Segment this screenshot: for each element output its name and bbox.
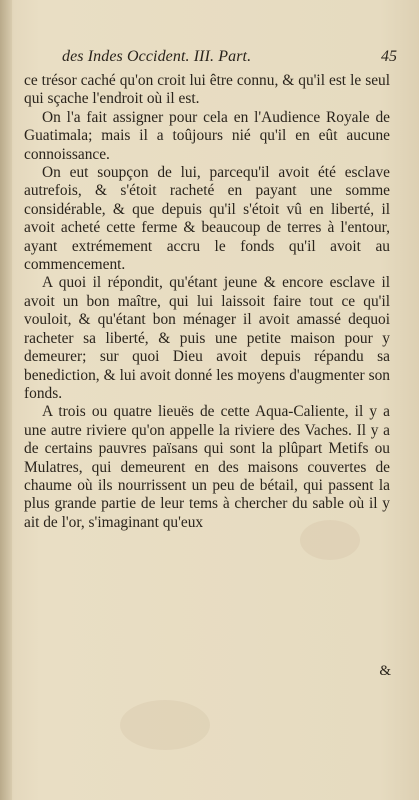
paragraph: ce trésor caché qu'on croit lui être connu, & qu'il est le seul qui sçache l'endroit où il est.: [24, 72, 390, 108]
paragraph: On l'a fait assigner pour cela en l'Audience Royale de Guatimala; mais il a toûjours nié qu'il en eût aucune connoissance.: [24, 108, 390, 163]
paragraph: A trois ou quatre lieuës de cette Aqua-Caliente, il y a une autre riviere qu'on appelle la riviere des Vaches. Il y a de certains pauvres païsans qui sont la plûpart Metifs ou Mulatres, qui demeurent en des maisons couvertes de chaume où ils nourrissent un peu de bétail, qui passent la plus grande partie de leur tems à chercher du sable où il y ait de l'or, s'imaginant qu'eux: [24, 403, 390, 531]
paragraph: On eut soupçon de lui, parcequ'il avoit été esclave autrefois, & s'étoit racheté en payant une somme considérable, & que depuis qu'il s'étoit vû en liberté, il avoit acheté cette ferme & beaucoup de terres à l'entour, ayant extrémement accru le fonds qu'il avoit au commencement.: [24, 164, 390, 274]
page-header: [62, 48, 397, 70]
page-gutter: [0, 0, 12, 800]
catchword: &: [379, 663, 391, 679]
page-number: 45: [381, 48, 397, 65]
paper-stain: [120, 700, 210, 750]
body-text: [24, 72, 390, 532]
running-head: des Indes Occident. III. Part.: [62, 48, 252, 65]
paragraph: A quoi il répondit, qu'étant jeune & encore esclave il avoit un bon maître, qui lui laissoit faire tout ce qu'il vouloit, & qu'étant bon ménager il avoit amassé dequoi racheter sa liberté, & puis une petite maison pour y demeurer; sur quoi Dieu avoit depuis répandu sa benediction, & lui avoit donné les moyens d'augmenter son fonds.: [24, 274, 390, 402]
